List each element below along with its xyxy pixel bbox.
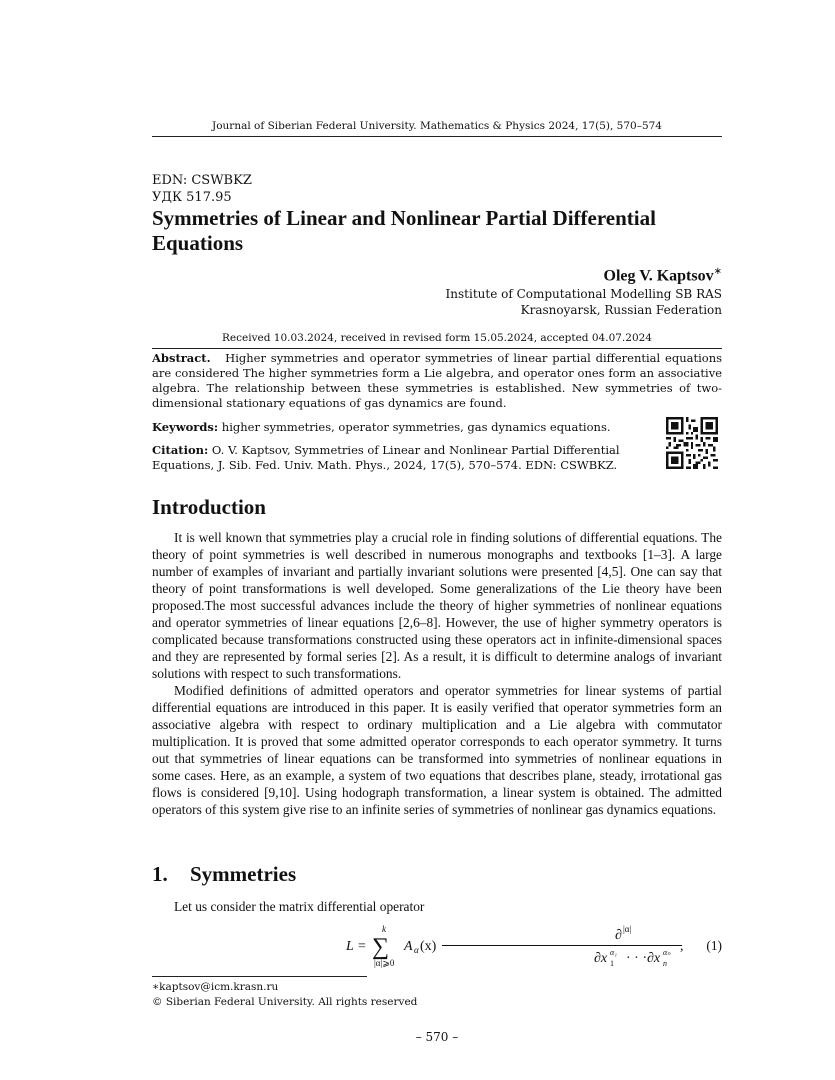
intro-paragraph: Modified definitions of admitted operators and operator symmetries for linear systems of partial differential equations are introduced in this paper. It is easily verified that operator symmetries form an associative algebra with respect to ordinary multiplication and a Lie algebra with commutator multiplication. It is proved that some admitted operator corresponds to each operator symmetry. It turns out that symmetries of linear equations can be transformed into symmetries of nonlinear equations in some cases. Here, as an example, a system of two equations that describes plane, steady, irrotational gas flows is considered [9,10]. Using hodograph transformation, a linear system is obtained. The admitted operators of this system give rise to an infinite series of symmetries of nonlinear gas dynamics equations.	[152, 683, 722, 817]
equation-1-formula	[152, 922, 722, 970]
udk-code: УДК 517.95	[152, 190, 232, 205]
article-meta	[152, 172, 252, 206]
eq-term-arg: (x)	[420, 939, 437, 954]
eq-denominator-1-sup: α₁	[610, 948, 617, 957]
section-1-number: 1.	[152, 862, 168, 886]
eq-sum-upper: k	[382, 924, 386, 934]
eq-numerator-sup: |α|	[623, 924, 632, 934]
keywords-text: higher symmetries, operator symmetries, gas dynamics equations.	[221, 420, 611, 434]
author-affiliation: Institute of Computational Modelling SB RAS	[445, 287, 722, 302]
author-footnote-mark: ∗	[713, 266, 722, 277]
eq-denominator-2: ∂x	[647, 951, 661, 966]
eq-sum-lower: |α|⩾0	[374, 958, 395, 968]
abstract-text: Higher symmetries and operator symmetries of linear partial differential equations are considered The higher symmetries form a Lie algebra, and operator ones form an associative algebra. The relationship between these symmetries is established. New symmetries of two-dimensional stationary equations of gas dynamics are found.	[152, 351, 723, 410]
eq-term: A	[404, 939, 413, 954]
author-email-footnote[interactable]: ∗kaptsov@icm.krasn.ru	[152, 981, 279, 993]
abstract-block	[152, 348, 722, 473]
equation-number: (1)	[706, 938, 722, 953]
citation	[152, 443, 632, 473]
eq-trailing: ,	[680, 939, 684, 954]
introduction-body	[152, 529, 722, 818]
copyright-footnote: © Siberian Federal University. All rights reserved	[152, 996, 418, 1008]
author-block	[446, 262, 722, 318]
eq-fraction-bar	[442, 945, 682, 946]
paper-title: Symmetries of Linear and Nonlinear Partial Differential Equations	[152, 206, 656, 255]
citation-label: Citation:	[152, 443, 209, 457]
qr-code-icon[interactable]	[666, 417, 718, 469]
eq-denominator-dots: · · ·	[626, 951, 647, 966]
author-name-text: Oleg V. Kaptsov	[603, 267, 714, 285]
section-1-body	[152, 898, 722, 915]
journal-header: Journal of Siberian Federal University. Mathematics & Physics 2024, 17(5), 570–574	[152, 120, 722, 137]
keywords-label: Keywords:	[152, 420, 219, 434]
footnotes	[152, 980, 417, 1010]
section-1-title: Symmetries	[190, 862, 297, 886]
eq-lhs: L =	[346, 939, 367, 954]
author-location: Krasnoyarsk, Russian Federation	[520, 303, 722, 318]
citation-text: O. V. Kaptsov, Symmetries of Linear and Nonlinear Partial Differential Equations, J. Sib. Fed. Univ. Math. Phys., 2024, 17(5), 570–574. EDN: CSWBKZ.	[152, 443, 620, 472]
footnote-divider	[152, 976, 367, 977]
eq-denominator-2-sup: αₙ	[663, 948, 671, 957]
sum-icon: ∑	[372, 934, 390, 960]
section-1-heading	[152, 862, 296, 887]
eq-denominator-1: ∂x	[594, 951, 608, 966]
introduction-heading: Introduction	[152, 495, 266, 519]
intro-paragraph: It is well known that symmetries play a crucial role in finding solutions of differential equations. The theory of point symmetries is well described in numerous monographs and textbooks [1–3]. A large number of examples of invariant and partially invariant solutions were presented [4,5]. One can say that theory of point transformations is well developed. Some generalizations of the Lie theory have been proposed.The most successful advances include the theory of higher symmetries of nonlinear equations and operator symmetries of linear equations [2,6–8]. However, the use of higher symmetry operators is complicated because transformations constructed using these operators act in infinite-dimensional spaces and they are represented by formal series [2]. As a result, it is difficult to determine analogs of invariant solutions with respect to such transformations.	[152, 530, 722, 681]
abstract-label: Abstract.	[152, 351, 211, 365]
eq-denominator-1-sub: 1	[610, 959, 614, 968]
eq-denominator-2-sub: n	[663, 959, 667, 968]
edn-code: EDN: CSWBKZ	[152, 173, 252, 188]
received-dates: Received 10.03.2024, received in revised form 15.05.2024, accepted 04.07.2024	[222, 332, 652, 344]
author-name	[446, 262, 722, 286]
eq-numerator: ∂	[615, 928, 622, 943]
abstract	[152, 351, 722, 411]
equation-1	[152, 922, 722, 970]
page-number: – 570 –	[415, 1030, 459, 1044]
section-1-paragraph: Let us consider the matrix differential operator	[174, 899, 425, 914]
eq-term-sub: α	[414, 945, 419, 955]
keywords	[152, 420, 722, 435]
